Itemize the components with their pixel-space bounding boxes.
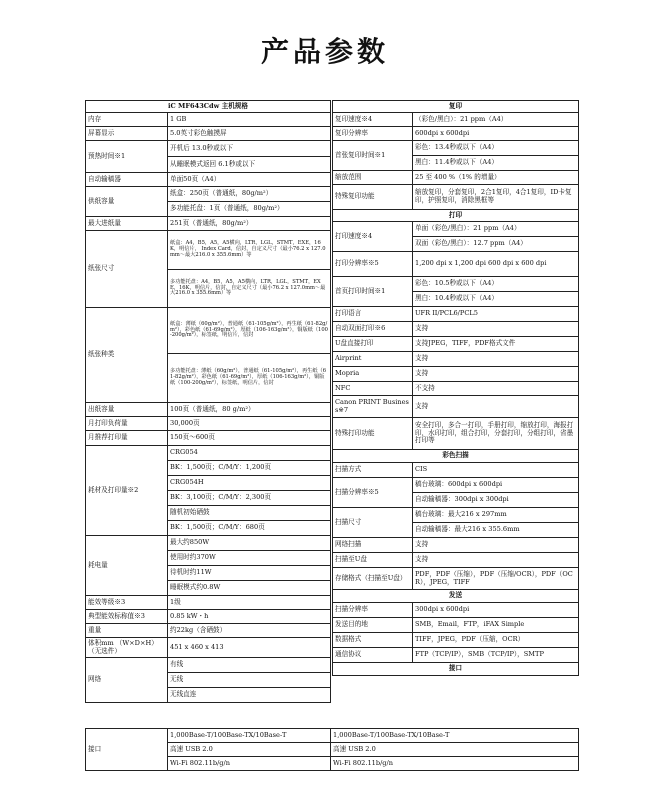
spec-label: 能效等级※3 [86,596,168,610]
spec-label: 屏幕显示 [86,127,168,141]
spec-value: 30,000页 [168,417,331,431]
spec-label: 通信协议 [333,648,413,663]
spec-value: 1,000Base-T/100Base-TX/10Base-T [168,729,331,743]
spec-value: 开机后 13.0秒或以下 [168,141,331,157]
interface-label: 接口 [86,729,168,771]
spec-value: 使用时约370W [168,551,331,566]
spec-value: 黑白：10.4秒或以下（A4） [413,292,579,307]
spec-label: 扫描方式 [333,463,413,478]
spec-label: 典型能效标称值※3 [86,610,168,624]
spec-value: 彩色：13.4秒或以下（A4） [413,141,579,156]
spec-value: 支持 [413,538,579,553]
spec-value: 无线 [168,673,331,688]
spec-value: 高速 USB 2.0 [168,743,331,757]
spec-value: 支持 [413,322,579,337]
spec-value: 支持JPEG，TIFF，PDF格式文件 [413,337,579,352]
spec-value: 稿台玻璃：600dpi x 600dpi [413,478,579,493]
spec-label: 扫描分辨率※5 [333,478,413,508]
spec-label: U盘直接打印 [333,337,413,352]
spec-value: 100页（普通纸，80 g/m²） [168,403,331,417]
function-spec-table [332,100,579,676]
section-header-main: iC MF643Cdw 主机规格 [86,101,331,113]
spec-value: 451 x 460 x 413 [168,638,331,658]
spec-label: 存储格式（扫描至U盘） [333,568,413,590]
spec-value: 黑白：11.4秒或以下（A4） [413,156,579,171]
spec-label: Canon PRINT Business※7 [333,396,413,418]
spec-label: 内存 [86,113,168,127]
spec-value: UFR II/PCL6/PCL5 [413,307,579,322]
spec-label: 预热时间※1 [86,141,168,173]
spec-value: 0.85 kW・h [168,610,331,624]
spec-label: 自动双面打印※6 [333,322,413,337]
spec-label: 数据格式 [333,633,413,648]
spec-value: Wi-Fi 802.11b/g/n [168,757,331,771]
spec-label: 复印速度※4 [333,113,413,127]
spec-value: 5.0英寸彩色触摸屏 [168,127,331,141]
spec-label: NFC [333,382,413,396]
spec-label: 耗电量 [86,536,168,596]
spec-label: Mopria [333,367,413,382]
spec-label: 复印分辨率 [333,127,413,141]
spec-label: 打印速度※4 [333,222,413,252]
spec-value: 支持 [413,367,579,382]
spec-value: CRG054 [168,446,331,461]
spec-label: 自动输稿器 [86,173,168,187]
spec-value: 单面50页（A4） [168,173,331,187]
spec-value: 支持 [413,553,579,568]
spec-value: 从睡眠模式返回 6.1秒或以下 [168,157,331,173]
spec-label: 扫描分辨率 [333,603,413,618]
section-header-interface: 接口 [333,663,579,676]
spec-value: 25 至 400 %（1% 的增量） [413,171,579,185]
spec-label: 最大进纸量 [86,217,168,231]
spec-value: 不支持 [413,382,579,396]
spec-label: 体积mm （W×D×H）（无选件） [86,638,168,658]
spec-value: BK：1,500页；C/M/Y：680页 [168,521,331,536]
page-title: 产品参数 [260,35,389,68]
spec-value: 约22kg（含硒鼓） [168,624,331,638]
spec-label: 扫描至U盘 [333,553,413,568]
spec-value: CIS [413,463,579,478]
spec-value: FTP（TCP/IP），SMB（TCP/IP），SMTP [413,648,579,663]
spec-value: 300dpi x 600dpi [413,603,579,618]
spec-value: 待机时约11W [168,566,331,581]
spec-label: 打印分辨率※5 [333,252,413,277]
spec-label: 发送目的地 [333,618,413,633]
spec-value: Wi-Fi 802.11b/g/n [331,757,579,771]
spec-value: 251页（普通纸，80g/m²） [168,217,331,231]
spec-value: 双面（彩色/黑白）：12.7 ppm（A4） [413,237,579,252]
spec-value: 自动输稿器：最大216 x 355.6mm [413,523,579,538]
spec-value: 纸盒：A4，B5，A5，A5横向，LTR，LGL，STMT，EXE，16K，明信片， Index Card，信封，自定义尺寸（最小76.2 x 127.0mm～最大216.0 x 355.6mm）等 [168,231,331,270]
spec-value: 最大约850W [168,536,331,551]
spec-value: 无线直连 [168,688,331,703]
spec-value: 自动输稿器：300dpi x 300dpi [413,493,579,508]
spec-value: 高速 USB 2.0 [331,743,579,757]
spec-value: 支持 [413,352,579,367]
main-spec-table [85,100,331,703]
spec-value: 安全打印，多合一打印，手册打印，缩放打印，海报打印，水印打印，组合打印，分套打印，分组打印，省墨打印等 [413,418,579,450]
spec-value: BK：3,100页；C/M/Y：2,300页 [168,491,331,506]
section-header-print: 打印 [333,210,579,222]
spec-value: 1,200 dpi x 1,200 dpi 600 dpi x 600 dpi [413,252,579,277]
spec-label: 纸张尺寸 [86,231,168,308]
spec-label: 出纸容量 [86,403,168,417]
spec-value: 稿台玻璃：最大216 x 297mm [413,508,579,523]
spec-label: 月打印负荷量 [86,417,168,431]
spec-label: 月推荐打印量 [86,431,168,446]
spec-value: SMB，Email，FTP，iFAX Simple [413,618,579,633]
spec-label: 纸张种类 [86,308,168,403]
spec-value: 支持 [413,396,579,418]
spec-value: 缩放复印，分套复印，2合1复印，4合1复印，ID卡复印，护照复印，消除黑框等 [413,185,579,210]
spec-label: 重量 [86,624,168,638]
spec-value: （彩色/黑白）：21 ppm（A4） [413,113,579,127]
spec-value: 睡眠模式约0.8W [168,581,331,596]
section-header-copy: 复印 [333,101,579,113]
spec-value: 多功能托盘：1页（普通纸，80g/m²） [168,202,331,217]
spec-value: 纸盒：薄纸（60g/m²），普通纸（61-105g/m²），再生纸（61-82g/m²），彩色纸（61-69g/m²），厚纸（106-163g/m²），铜版纸（100-200g/m²），标签纸，明信片，信封 [168,308,331,354]
spec-value: BK：1,500页；C/M/Y：1,200页 [168,461,331,476]
spec-value: 多功能托盘：A4，B5，A5，A5横向，LTR，LGL，STMT，EXE，16K，明信片，信封，自定义尺寸（最小76.2 x 127.0mm～最大216.0 x 355.6mm）等 [168,270,331,308]
spec-value: 随机初始硒鼓 [168,506,331,521]
spec-value: 1,000Base-T/100Base-TX/10Base-T [331,729,579,743]
spec-label: 供纸容量 [86,187,168,217]
section-header-color-scan: 彩色扫描 [333,450,579,463]
spec-value: 有线 [168,658,331,673]
spec-label: 缩放范围 [333,171,413,185]
spec-label: Airprint [333,352,413,367]
spec-label: 网络 [86,658,168,703]
spec-label: 扫描尺寸 [333,508,413,538]
spec-label: 网络扫描 [333,538,413,553]
spec-value: PDF，PDF（压缩），PDF（压缩/OCR），PDF（OCR），JPEG，TIFF [413,568,579,590]
spec-value: TIFF，JPEG，PDF（压缩，OCR） [413,633,579,648]
interface-table [85,728,579,771]
spec-value: 多功能托盘：薄纸（60g/m²），普通纸（61-105g/m²），再生纸（61-82g/m²），彩色纸（61-69g/m²），厚纸（106-163g/m²），铜版纸（100-200g/m²），标签纸，明信片，信封 [168,354,331,403]
spec-label: 特殊打印功能 [333,418,413,450]
spec-value: 单面（彩色/黑白）：21 ppm（A4） [413,222,579,237]
spec-label: 打印语言 [333,307,413,322]
spec-value: 彩色：10.5秒或以下（A4） [413,277,579,292]
spec-value: 600dpi x 600dpi [413,127,579,141]
spec-value: 1 GB [168,113,331,127]
spec-value: 1级 [168,596,331,610]
spec-label: 特殊复印功能 [333,185,413,210]
spec-label: 首页打印时间※1 [333,277,413,307]
spec-value: 纸盒：250页（普通纸，80g/m²） [168,187,331,202]
section-header-send: 发送 [333,590,579,603]
spec-label: 耗材及打印量※2 [86,446,168,536]
spec-label: 首张复印时间※1 [333,141,413,171]
spec-value: 150页～600页 [168,431,331,446]
spec-value: CRG054H [168,476,331,491]
